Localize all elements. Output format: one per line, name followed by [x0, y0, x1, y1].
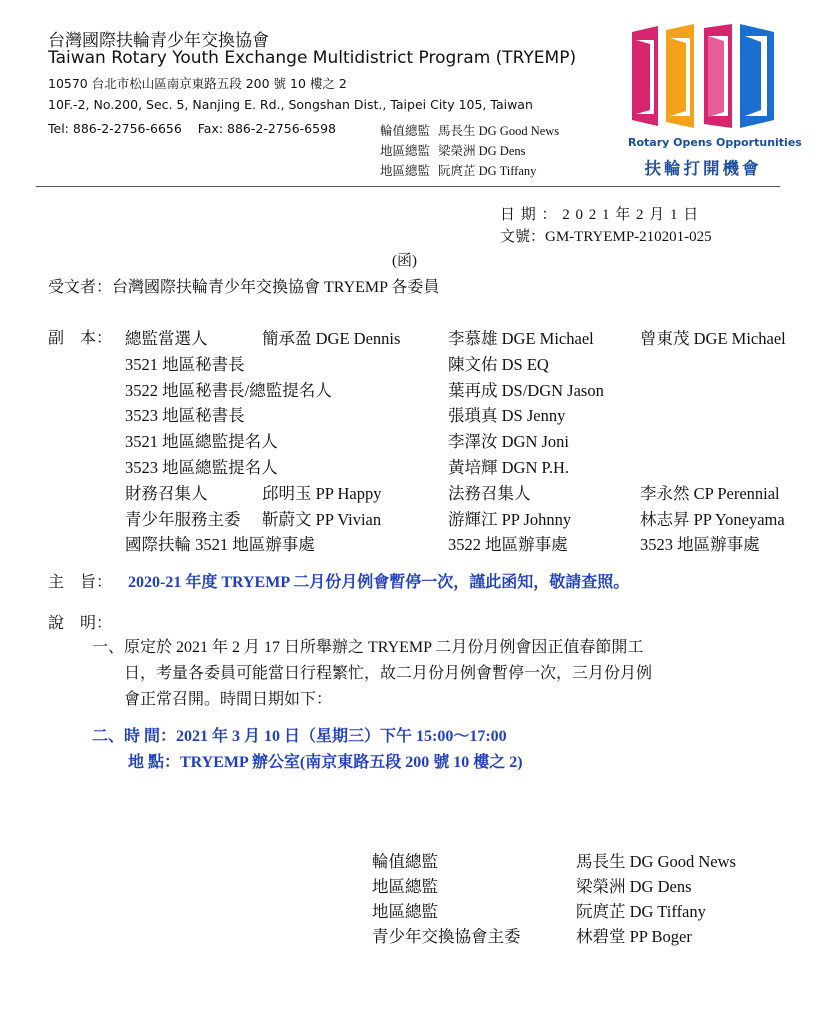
header-governor-name: 阮庹芷 DG Tiffany [438, 164, 537, 178]
cc-cell: 張瑣真 DS Jenny [448, 406, 566, 426]
address-zh: 10570 台北市松山區南京東路五段 200 號 10 樓之 2 [48, 76, 347, 91]
logo-tagline-en: Rotary Opens Opportunities [628, 136, 802, 149]
cc-cell: 3522 地區秘書長/總監提名人 [125, 380, 332, 400]
header-governor-name: 梁榮洲 DG Dens [438, 144, 526, 158]
cc-cell: 青少年服務主委 [125, 509, 241, 529]
header-governor-3 [380, 161, 536, 179]
cc-cell: 邱明玉 PP Happy [262, 483, 382, 503]
signature-name-1: 馬長生 DG Good News [576, 852, 736, 871]
meeting-place: 地 點：TRYEMP 辦公室(南京東路五段 200 號 10 樓之 2) [128, 754, 523, 771]
signature-name-2: 梁榮洲 DG Dens [576, 877, 692, 896]
org-name-en: Taiwan Rotary Youth Exchange Multidistrict Program (TRYEMP) [48, 48, 577, 68]
cc-cell: 法務召集人 [448, 483, 531, 503]
signature-title-4: 青少年交換協會主委 [372, 927, 521, 946]
cc-cell: 李澤汝 DGN Joni [448, 432, 570, 452]
cc-cell: 曾東茂 DGE Michael [640, 329, 786, 348]
meeting-time: 二、時 間：2021 年 3 月 10 日（星期三）下午 15:00～17:00 [92, 728, 507, 745]
subject-label: 主 旨： [48, 574, 113, 591]
cc-cell: 李永然 CP Perennial [640, 483, 780, 503]
tel-fax: Tel: 886-2-2756-6656 Fax: 886-2-2756-6598 [48, 121, 336, 136]
org-name-zh: 台灣國際扶輪青少年交換協會 [48, 31, 269, 51]
document-type: (函) [392, 253, 417, 269]
cc-cell: 3522 地區辦事處 [448, 535, 568, 555]
cc-cell: 游輝江 PP Johnny [448, 509, 572, 529]
subject-text: 2020-21 年度 TRYEMP 二月份月例會暫停一次，謹此函知，敬請查照。 [128, 574, 630, 591]
signature-name-3: 阮庹芷 DG Tiffany [576, 902, 706, 921]
header-governor-title: 地區總監 [380, 164, 431, 178]
cc-cell: 簡承盈 DGE Dennis [262, 329, 401, 348]
document-date: 日 期 ： 2 0 2 1 年 2 月 1 日 [500, 207, 700, 223]
header-governor-title: 輪值總監 [380, 124, 431, 138]
header-divider [36, 186, 780, 187]
document-number: 文號：GM-TRYEMP-210201-025 [500, 229, 712, 245]
signature-title-1: 輪值總監 [372, 852, 438, 871]
cc-cell: 葉再成 DS/DGN Jason [448, 380, 604, 400]
cc-cell: 陳文佑 DS EQ [448, 354, 549, 374]
explanation-line-3: 會正常召開。時間日期如下： [124, 691, 333, 708]
signature-title-3: 地區總監 [372, 902, 438, 921]
header-governor-title: 地區總監 [380, 144, 431, 158]
header-governor-name: 馬長生 DG Good News [438, 124, 560, 138]
logo-tagline-zh: 扶輪打開機會 [644, 159, 762, 178]
signature-title-2: 地區總監 [372, 877, 438, 896]
cc-cell: 黃培輝 DGN P.H. [448, 458, 570, 477]
cc-cell: 林志昇 PP Yoneyama [640, 509, 785, 529]
cc-cell: 靳蔚文 PP Vivian [262, 509, 382, 529]
cc-cell: 3523 地區秘書長 [125, 406, 245, 426]
explanation-line-2: 日，考量各委員可能當日行程繁忙，故二月份月例會暫停一次，三月份月例 [124, 665, 653, 682]
cc-cell: 3523 地區辦事處 [640, 535, 760, 555]
recipient: 受文者：台灣國際扶輪青少年交換協會 TRYEMP 各委員 [48, 279, 440, 296]
cc-cell: 3521 地區總監提名人 [125, 432, 278, 452]
address-en: 10F.-2, No.200, Sec. 5, Nanjing E. Rd., Songshan Dist., Taipei City 105, Taiwan [48, 97, 533, 112]
cc-cell: 3521 地區秘書長 [125, 354, 245, 374]
cc-cell: 總監當選人 [125, 329, 208, 348]
cc-cell: 財務召集人 [125, 483, 208, 503]
cc-label: 副 本： [48, 330, 113, 347]
explanation-label: 說 明： [48, 615, 113, 632]
explanation-line-1: 一、原定於 2021 年 2 月 17 日所舉辦之 TRYEMP 二月份月例會因正值春節開工 [92, 639, 644, 656]
cc-cell: 國際扶輪 3521 地區辦事處 [125, 535, 315, 555]
cc-cell: 3523 地區總監提名人 [125, 458, 278, 477]
header-governor-1 [380, 121, 559, 139]
cc-cell: 李慕雄 DGE Michael [448, 329, 594, 348]
header-governor-2 [380, 141, 526, 159]
signature-name-4: 林碧堂 PP Boger [576, 927, 692, 946]
rotary-doors-logo [628, 22, 778, 134]
